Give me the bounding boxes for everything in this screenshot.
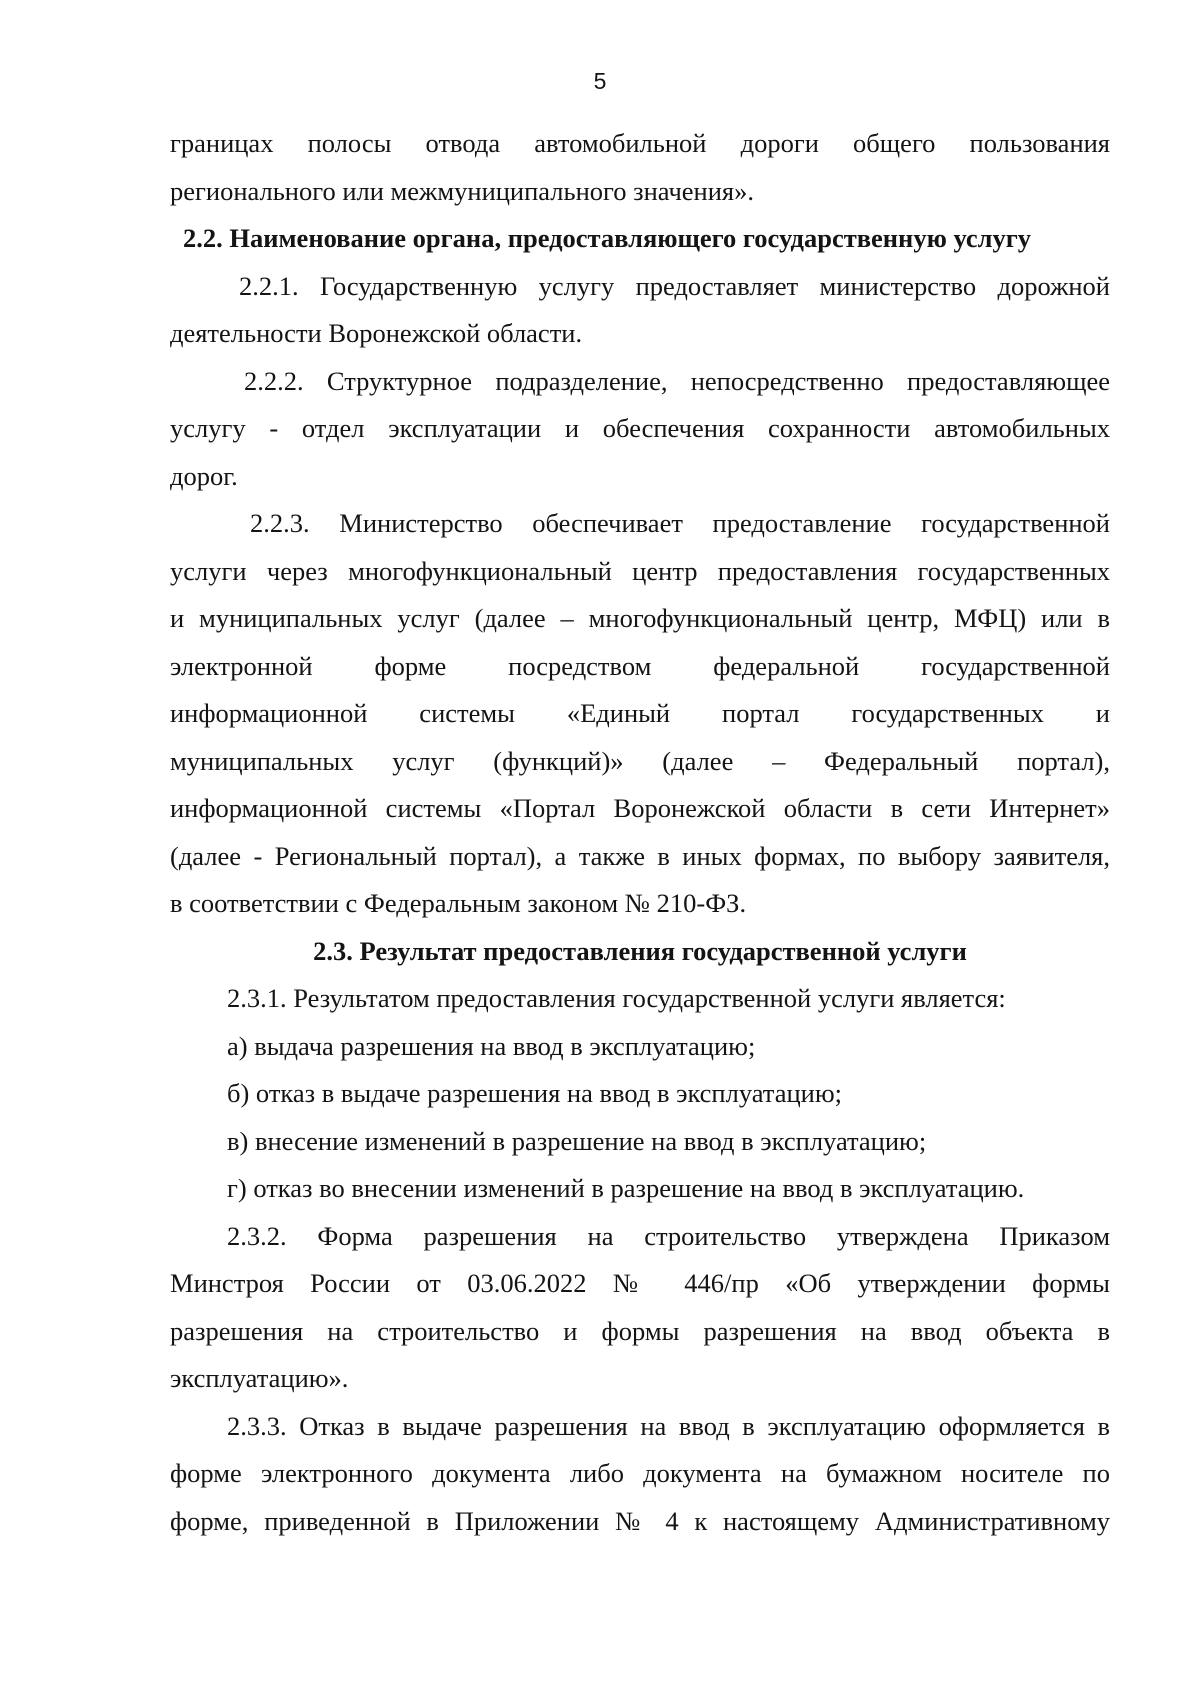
text-line: границах полосы отвода автомобильной дороги общего пользования xyxy=(170,128,1110,158)
text-line: 2.2.1. Государственную услугу предоставляет министерство дорожной xyxy=(239,270,1110,301)
text-line: форме электронного документа либо документа на бумажном носителе по xyxy=(170,1458,1110,1488)
text-line: регионального или межмуниципального значения». xyxy=(170,175,754,206)
text-line: и муниципальных услуг (далее – многофункциональный центр, МФЦ) или в xyxy=(170,603,1110,633)
text-line: дорог. xyxy=(170,460,238,491)
text-line: услуги через многофункциональный центр предоставления государственных xyxy=(170,555,1110,586)
section-heading: 2.3. Результат предоставления государственной услуги xyxy=(313,935,967,966)
text-line: разрешения на строительство и формы разрешения на ввод объекта в xyxy=(170,1315,1110,1346)
page-number: 5 xyxy=(593,68,607,94)
list-item: г) отказ во внесении изменений в разрешение на ввод в эксплуатацию. xyxy=(227,1173,1025,1203)
list-item: в) внесение изменений в разрешение на ввод в эксплуатацию; xyxy=(227,1125,927,1156)
text-line: 2.3.1. Результатом предоставления государственной услуги является: xyxy=(227,983,1006,1013)
text-line: электронной форме посредством федеральной государственной xyxy=(170,650,1110,681)
text-line: (далее - Региональный портал), а также в иных формах, по выбору заявителя, xyxy=(170,840,1110,871)
text-line: муниципальных услуг (функций)» (далее – Федеральный портал), xyxy=(170,745,1110,776)
text-line: 2.2.3. Министерство обеспечивает предоставление государственной xyxy=(250,508,1110,538)
text-line: 2.3.3. Отказ в выдаче разрешения на ввод в эксплуатацию оформляется в xyxy=(227,1410,1110,1441)
list-item: б) отказ в выдаче разрешения на ввод в эксплуатацию; xyxy=(227,1078,842,1108)
text-line: эксплуатацию». xyxy=(170,1363,349,1393)
section-heading: 2.2. Наименование органа, предоставляющего государственную услугу xyxy=(183,223,1032,253)
text-line: 2.3.2. Форма разрешения на строительство утверждена Приказом xyxy=(227,1220,1110,1251)
text-line: 2.2.2. Структурное подразделение, непосредственно предоставляющее xyxy=(244,365,1110,396)
text-line: Минстроя России от 03.06.2022 № 446/пр «Об утверждении формы xyxy=(170,1268,1110,1298)
text-line: форме, приведенной в Приложении № 4 к настоящему Административному xyxy=(170,1505,1110,1536)
text-line: информационной системы «Единый портал государственных и xyxy=(170,698,1110,728)
list-item: а) выдача разрешения на ввод в эксплуатацию; xyxy=(227,1030,756,1061)
text-line: деятельности Воронежской области. xyxy=(170,318,583,348)
document-body xyxy=(170,120,1110,1545)
text-line: в соответствии с Федеральным законом № 210-ФЗ. xyxy=(170,888,747,918)
text-line: услугу - отдел эксплуатации и обеспечения сохранности автомобильных xyxy=(170,413,1110,443)
text-line: информационной системы «Портал Воронежской области в сети Интернет» xyxy=(170,793,1110,823)
